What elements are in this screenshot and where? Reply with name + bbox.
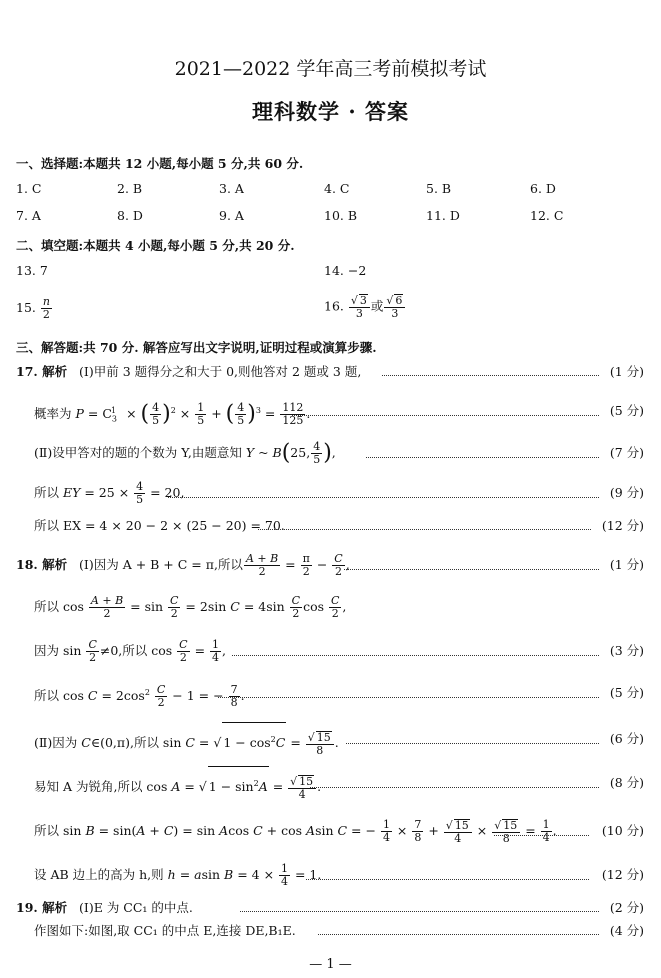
q17-score-2: (5 分): [609, 403, 644, 418]
answer-2: 2. B: [117, 181, 143, 196]
q19-score-1: (2 分): [609, 900, 644, 915]
answer-16-label: 16.: [324, 298, 344, 314]
leader-dots: [218, 697, 599, 698]
leader-dots: [366, 457, 599, 458]
q18-text-4: 所以: [34, 688, 60, 704]
leader-dots: [168, 497, 599, 498]
q19-score-2: (4 分): [609, 923, 644, 938]
q18-score-7: (12 分): [601, 867, 644, 882]
q19-label: 19. 解析: [16, 900, 68, 915]
q19-line-1: [0, 896, 661, 920]
q18-text-2: 所以: [34, 599, 60, 614]
answer-9: 9. A: [219, 208, 244, 223]
answer-16: 16. $\frac{√ 3}{3}$ 或 $\frac{√ 6}{3}$: [324, 294, 406, 320]
leader-dots: [346, 743, 599, 744]
q18-line-1: 18. 解析 (Ⅰ)因为 A + B + C = π,所以 $\frac{A + B}{2}$ = $\frac{\pi}{2}$ − $\frac{C}{2}$ , (1 分): [0, 548, 661, 582]
leader-dots: [494, 835, 589, 836]
answer-3: 3. A: [219, 181, 244, 196]
answer-7: 7. A: [16, 208, 41, 223]
q18-text-5b: ,所以: [129, 735, 159, 751]
section1-heading: 一、选择题:本题共 12 小题,每小题 5 分,共 60 分.: [16, 156, 304, 171]
leader-dots: [258, 529, 591, 530]
leader-dots: [292, 415, 599, 416]
q18-line-7: 所以 sin B = sin(A + C) = sin Acos C + cos Asin C = − $\frac{1}{4}$ × $\frac{7}{8}$ + $\frac{√ 15}{4}$ × $\frac{√ 15}{8}$ = $\frac{1}{4}$ . (10 分): [0, 814, 661, 848]
q17-text-2: 概率为: [34, 406, 72, 422]
answer-8: 8. D: [117, 208, 143, 223]
q18-text-5a: (Ⅱ)因为: [34, 735, 78, 751]
q18-text-3b: ,所以: [118, 643, 148, 658]
q17-score-5: (12 分): [601, 518, 644, 533]
q17-line-2: 概率为 $P = C_3^1$ × ( $\frac{4}{5}$ )$^2$ × $\frac{1}{5}$ + ( $\frac{4}{5}$ )$^3$ = $\frac{112}{125}$ . (5 分): [0, 394, 661, 428]
q18-line-2: 所以 cos $\frac{A + B}{2}$ = sin $\frac{C}{2}$ = 2sin C = 4sin $\frac{C}{2}$ cos $\frac{C}{2}$ ,: [34, 594, 347, 620]
answer-12: 12. C: [530, 208, 564, 223]
answer-6: 6. D: [530, 181, 556, 196]
q18-line-5: (Ⅱ)因为 C∈(0,π),所以 sin C = √ $1 - \cos^2C$ = $\frac{√ 15}{8}$ . (6 分): [0, 722, 661, 756]
page-title: 2021—2022 学年高三考前模拟考试: [174, 58, 487, 80]
leader-dots: [232, 655, 599, 656]
leader-dots: [318, 934, 599, 935]
answer-15-label: 15.: [16, 300, 36, 315]
q18-label: 18. 解析: [16, 557, 68, 572]
q17-text-3: (Ⅱ)设甲答对的题的个数为 Y,由题意知: [34, 445, 242, 460]
q18-score-6: (10 分): [601, 823, 644, 838]
q17-line-5: [0, 514, 661, 538]
answer-11: 11. D: [426, 208, 460, 223]
answer-5: 5. B: [426, 181, 452, 196]
leader-dots: [310, 787, 599, 788]
q18-score-1: (1 分): [609, 557, 644, 572]
q17-score-3: (7 分): [609, 445, 644, 460]
q19-line-2: [0, 919, 661, 943]
q19-text-1: (Ⅰ)E 为 CC₁ 的中点.: [79, 900, 193, 915]
answer-4: 4. C: [324, 181, 350, 196]
section3-heading: 三、解答题:共 70 分. 解答应写出文字说明,证明过程或演算步骤.: [16, 340, 377, 355]
q17-line-4: 所以 EY = 25 × $\frac{4}{5}$ = 20, (9 分): [0, 476, 661, 510]
answer-15: 15. $\frac{n}{2}$: [16, 295, 50, 321]
section2-heading: 二、填空题:本题共 4 小题,每小题 5 分,共 20 分.: [16, 238, 295, 253]
q18-score-5: (8 分): [609, 775, 644, 790]
q18-line-8: 设 AB 边上的高为 h,则 h = asin B = 4 × $\frac{1}{4}$ = 1. (12 分): [0, 858, 661, 892]
q18-line-3: 因为 sin $\frac{C}{2}$ ≠0,所以 cos $\frac{C}{2}$ = $\frac{1}{4}$ , (3 分): [0, 634, 661, 668]
page-subtitle: 理科数学 · 答案: [252, 99, 409, 124]
q19-text-2: 作图如下:如图,取 CC₁ 的中点 E,连接 DE,B₁E.: [34, 923, 296, 938]
q18-score-3: (5 分): [609, 685, 644, 700]
q17-line-1: [0, 360, 661, 384]
q18-text-3a: 因为: [34, 643, 60, 658]
q17-text-1: (Ⅰ)甲前 3 题得分之和大于 0,则他答对 2 题或 3 题,: [79, 364, 362, 379]
page-number: — 1 —: [309, 957, 352, 972]
q18-line-6: 易知 A 为锐角,所以 cos A = √ $1 - \sin^2A$ = $\frac{√ 15}{4}$ . (8 分): [0, 766, 661, 800]
answer-1: 1. C: [16, 181, 42, 196]
leader-dots: [240, 911, 599, 912]
q18-text-1: (Ⅰ)因为 A + B + C = π,所以: [79, 557, 243, 572]
q18-score-2: (3 分): [609, 643, 644, 658]
leader-dots: [382, 375, 599, 376]
q17-score-1: (1 分): [609, 364, 644, 379]
answer-10: 10. B: [324, 208, 358, 223]
q18-text-7: 所以: [34, 823, 60, 838]
answer-13: 13. 7: [16, 263, 48, 278]
q18-score-4: (6 分): [609, 731, 644, 746]
q18-text-8: 设 AB 边上的高为 h,则: [34, 867, 164, 882]
q17-score-4: (9 分): [609, 485, 644, 500]
leader-dots: [306, 879, 589, 880]
answer-14: 14. −2: [324, 263, 367, 278]
leader-dots: [344, 569, 599, 570]
q17-text-4: 所以: [34, 485, 60, 500]
q17-label: 17. 解析: [16, 364, 68, 379]
q18-line-4: 所以 $\cos C = 2\cos^2$ $\frac{C}{2}$ − 1 = − $\frac{7}{8}$ . (5 分): [0, 676, 661, 710]
q17-text-5: 所以 EX = 4 × 20 − 2 × (25 − 20) = 70.: [34, 518, 285, 533]
answer-16-or: 或: [370, 298, 384, 314]
q17-line-3: (Ⅱ)设甲答对的题的个数为 Y,由题意知 Y ~ B(25, $\frac{4}{5}$ ), (7 分): [0, 436, 661, 470]
q18-text-6: 易知 A 为锐角,所以: [34, 779, 143, 795]
